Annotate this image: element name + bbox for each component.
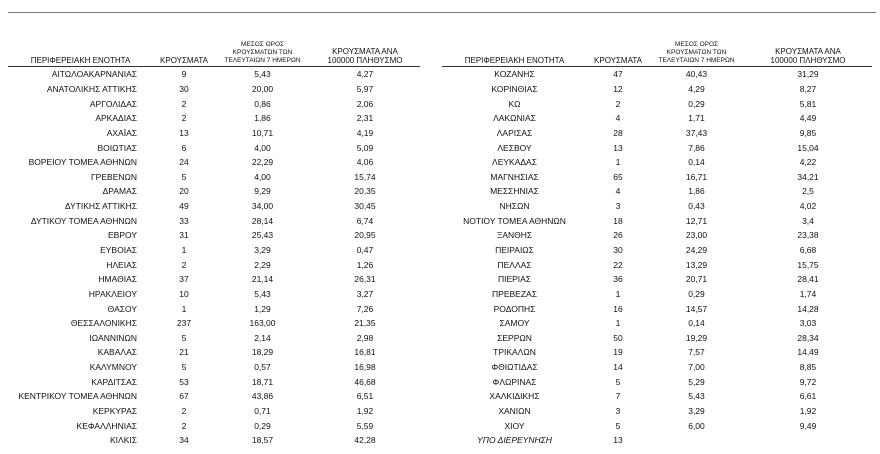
region-cell: ΑΙΤΩΛΟΑΚΑΡΝΑΝΙΑΣ	[51, 69, 137, 80]
per100k-cell: 4,27	[356, 69, 374, 80]
avg7-cell: 5,43	[254, 288, 271, 299]
per100k-cell: 20,35	[354, 186, 376, 197]
cases-cell: 1	[615, 157, 621, 168]
header-avg7-line3: ΤΕΛΕΥΤΑΙΩΝ 7 ΗΜΕΡΩΝ	[658, 57, 735, 64]
per100k-cell: 28,41	[797, 274, 819, 285]
per100k-cell: 2,5	[802, 186, 814, 197]
cases-cell: 18	[613, 215, 623, 226]
region-cell: ΧΙΟΥ	[504, 420, 525, 431]
header-row	[442, 30, 872, 67]
avg7-cell: 163,00	[249, 318, 276, 329]
cases-cell: 237	[176, 318, 192, 329]
per100k-cell: 21,35	[354, 318, 376, 329]
header-per100k-line1: ΚΡΟΥΣΜΑΤΑ ΑΝΑ	[332, 47, 398, 56]
cases-cell: 13	[179, 127, 189, 138]
per100k-cell: 2,31	[356, 113, 374, 124]
region-cell: ΜΕΣΣΗΝΙΑΣ	[490, 186, 539, 197]
region-cell: ΚΩ	[508, 98, 521, 109]
per100k-cell: 8,85	[799, 362, 817, 373]
table-row	[8, 316, 420, 331]
avg7-cell: 0,29	[688, 98, 705, 109]
table-row	[442, 126, 872, 141]
region-cell: ΠΕΛΛΑΣ	[497, 259, 532, 270]
per100k-cell: 26,31	[354, 274, 376, 285]
table-row	[442, 389, 872, 404]
region-cell: ΘΑΣΟΥ	[107, 303, 137, 314]
region-cell: ΞΑΝΘΗΣ	[496, 230, 533, 241]
region-cell: ΑΡΓΟΛΙΔΑΣ	[89, 98, 137, 109]
avg7-cell: 0,14	[688, 318, 705, 329]
region-cell: ΧΑΛΚΙΔΙΚΗΣ	[489, 391, 540, 402]
region-cell: ΗΡΑΚΛΕΙΟΥ	[88, 288, 137, 299]
avg7-cell: 3,29	[254, 245, 271, 255]
cases-cell: 1	[615, 318, 621, 329]
per100k-cell: 20,95	[354, 230, 376, 241]
region-cell: ΛΕΣΒΟΥ	[497, 142, 532, 153]
cases-cell: 4	[615, 186, 621, 197]
table-row	[442, 199, 872, 214]
per100k-cell: 9,49	[799, 420, 817, 431]
table-row	[8, 418, 420, 433]
region-cell: ΝΗΣΩΝ	[499, 201, 530, 212]
avg7-cell: 7,86	[688, 142, 705, 153]
table-row	[8, 433, 420, 448]
per100k-cell	[744, 433, 872, 448]
table-row	[8, 272, 420, 287]
avg7-cell: 1,71	[688, 113, 705, 124]
avg7-cell: 43,86	[251, 391, 274, 402]
table-row	[8, 345, 420, 360]
per100k-cell: 6,68	[799, 245, 817, 255]
region-cell: ΒΟΙΩΤΙΑΣ	[97, 142, 137, 153]
cases-cell: 21	[179, 347, 189, 358]
per100k-cell: 14,49	[797, 347, 819, 358]
right-table-section	[442, 30, 872, 448]
cases-cell: 2	[615, 98, 621, 109]
cases-cell: 5	[181, 332, 187, 343]
per100k-cell: 7,26	[356, 303, 374, 314]
region-cell: ΚΑΛΥΜΝΟΥ	[89, 362, 137, 373]
region-cell: ΚΕΝΤΡΙΚΟΥ ΤΟΜΕΑ ΑΘΗΝΩΝ	[18, 391, 137, 402]
avg7-cell: 37,43	[685, 127, 708, 138]
table-row	[442, 272, 872, 287]
region-cell: ΚΟΖΑΝΗΣ	[494, 69, 535, 80]
per100k-cell: 30,45	[354, 201, 376, 212]
header-row	[8, 30, 420, 67]
region-cell: ΚΙΛΚΙΣ	[110, 435, 137, 446]
table-row	[442, 374, 872, 389]
top-rule	[8, 12, 876, 13]
cases-cell: 31	[179, 230, 189, 241]
region-cell: ΠΡΕΒΕΖΑΣ	[492, 288, 537, 299]
avg7-cell: 20,71	[685, 274, 708, 285]
avg7-cell: 4,00	[254, 142, 271, 153]
cases-table-right	[442, 30, 872, 448]
region-cell: ΑΡΚΑΔΙΑΣ	[95, 113, 137, 124]
avg7-cell: 0,57	[254, 362, 271, 373]
per100k-cell: 1,26	[356, 259, 374, 270]
region-cell: ΧΑΝΙΩΝ	[498, 406, 531, 417]
cases-cell: 5	[615, 376, 621, 387]
per100k-cell: 46,68	[354, 376, 376, 387]
header-avg7	[215, 30, 310, 67]
avg7-cell: 0,29	[254, 420, 271, 431]
avg7-cell: 28,14	[251, 215, 274, 226]
avg7-cell: 2,14	[254, 332, 271, 343]
avg7-cell: 13,29	[685, 259, 708, 270]
table-row	[8, 169, 420, 184]
region-cell: ΑΝΑΤΟΛΙΚΗΣ ΑΤΤΙΚΗΣ	[46, 83, 137, 94]
cases-cell: 5	[615, 420, 621, 431]
header-per100k	[744, 30, 872, 67]
region-cell: ΚΑΡΔΙΤΣΑΣ	[91, 376, 137, 387]
table-row	[8, 228, 420, 243]
header-avg7-line1: ΜΕΣΟΣ ΟΡΟΣ	[240, 41, 285, 48]
region-cell: ΚΕΦΑΛΛΗΝΙΑΣ	[76, 420, 137, 431]
per100k-cell: 9,72	[799, 376, 817, 387]
header-per100k-line2: 100000 ΠΛΗΘΥΣΜΟ	[770, 56, 846, 65]
header-region: ΠΕΡΙΦΕΡΕΙΑΚΗ ΕΝΟΤΗΤΑ	[8, 30, 153, 67]
per100k-cell: 3,27	[356, 288, 374, 299]
avg7-cell: 22,29	[251, 157, 274, 168]
table-row	[442, 433, 872, 448]
region-cell: ΚΕΡΚΥΡΑΣ	[92, 406, 137, 417]
avg7-cell: 1,29	[254, 303, 271, 314]
table-row	[442, 82, 872, 97]
per100k-cell: 6,61	[799, 391, 817, 402]
per100k-cell: 2,98	[356, 332, 374, 343]
header-avg7	[649, 30, 744, 67]
header-avg7-line1: ΜΕΣΟΣ ΟΡΟΣ	[674, 41, 719, 48]
cases-cell: 20	[179, 186, 189, 197]
cases-cell: 13	[613, 142, 623, 153]
avg7-cell: 14,57	[685, 303, 708, 314]
table-row	[8, 404, 420, 419]
per100k-cell: 1,92	[356, 406, 374, 417]
cases-cell: 26	[613, 230, 623, 241]
cases-cell: 67	[179, 391, 189, 402]
per100k-cell: 15,75	[797, 259, 819, 270]
avg7-cell: 34,00	[251, 201, 274, 212]
table-row	[442, 301, 872, 316]
avg7-cell: 5,29	[688, 376, 705, 387]
table-row	[8, 126, 420, 141]
per100k-cell: 3,03	[799, 318, 817, 329]
avg7-cell: 5,43	[688, 391, 705, 402]
region-cell: ΔΥΤΙΚΗΣ ΑΤΤΙΚΗΣ	[64, 201, 137, 212]
avg7-cell: 21,14	[251, 274, 274, 285]
avg7-cell	[649, 433, 744, 448]
cases-cell: 3	[615, 406, 621, 417]
cases-cell: 2	[181, 406, 187, 417]
per100k-cell: 16,81	[354, 347, 376, 358]
region-cell: ΦΛΩΡΙΝΑΣ	[492, 376, 537, 387]
per100k-cell: 2,06	[356, 98, 374, 109]
table-row	[442, 184, 872, 199]
avg7-cell: 4,00	[254, 171, 271, 182]
per100k-cell: 14,28	[797, 303, 819, 314]
cases-cell: 14	[613, 362, 623, 373]
cases-cell: 1	[181, 245, 187, 255]
avg7-cell: 1,86	[688, 186, 705, 197]
cases-cell: 5	[181, 171, 187, 182]
table-row	[442, 345, 872, 360]
cases-cell: 10	[179, 288, 189, 299]
cases-cell: 16	[613, 303, 623, 314]
table-row	[442, 228, 872, 243]
cases-cell: 53	[179, 376, 189, 387]
per100k-cell: 16,98	[354, 362, 376, 373]
avg7-cell: 4,29	[688, 83, 705, 94]
cases-cell: 2	[181, 113, 187, 124]
per100k-cell: 5,81	[799, 98, 817, 109]
table-row	[8, 389, 420, 404]
cases-cell: 47	[613, 69, 623, 80]
cases-cell: 19	[613, 347, 623, 358]
cases-cell: 24	[179, 157, 189, 168]
table-row	[8, 199, 420, 214]
table-row	[442, 155, 872, 170]
table-row	[442, 169, 872, 184]
per100k-cell: 6,74	[356, 215, 374, 226]
per100k-cell: 9,85	[799, 127, 817, 138]
cases-cell: 6	[181, 142, 187, 153]
region-cell: ΠΙΕΡΙΑΣ	[497, 274, 532, 285]
header-cases: ΚΡΟΥΣΜΑΤΑ	[153, 30, 215, 67]
region-cell: ΔΡΑΜΑΣ	[102, 186, 137, 197]
region-cell: ΤΡΙΚΑΛΩΝ	[493, 347, 536, 358]
cases-cell: 37	[179, 274, 189, 285]
per100k-cell: 1,92	[799, 406, 817, 417]
table-row	[442, 360, 872, 375]
avg7-cell: 5,43	[254, 69, 271, 80]
avg7-cell: 7,00	[688, 362, 705, 373]
table-row	[442, 243, 872, 258]
cases-cell: 30	[613, 245, 623, 255]
table-row	[442, 331, 872, 346]
region-cell: ΙΩΑΝΝΙΝΩΝ	[89, 332, 137, 343]
cases-cell: 49	[179, 201, 189, 212]
table-row	[442, 418, 872, 433]
table-row	[8, 287, 420, 302]
table-row	[8, 111, 420, 126]
table-row	[8, 184, 420, 199]
avg7-cell: 20,00	[251, 83, 274, 94]
left-table-section	[8, 30, 420, 448]
per100k-cell: 31,29	[797, 69, 819, 80]
avg7-cell: 16,71	[685, 171, 708, 182]
per100k-cell: 23,38	[797, 230, 819, 241]
table-row	[8, 331, 420, 346]
per100k-cell: 5,09	[356, 142, 374, 153]
table-row	[442, 111, 872, 126]
table-row	[8, 155, 420, 170]
avg7-cell: 6,00	[688, 420, 705, 431]
region-cell: ΠΕΙΡΑΙΩΣ	[495, 245, 534, 255]
cases-cell: 1	[615, 288, 621, 299]
per100k-cell: 3,4	[802, 215, 814, 226]
region-cell: ΣΕΡΡΩΝ	[497, 332, 532, 343]
table-row	[442, 257, 872, 272]
cases-cell: 7	[615, 391, 621, 402]
per100k-cell: 5,59	[356, 420, 374, 431]
avg7-cell: 19,29	[685, 332, 708, 343]
table-row	[8, 213, 420, 228]
avg7-cell: 18,71	[251, 376, 274, 387]
per100k-cell: 4,22	[799, 157, 817, 168]
table-row	[8, 140, 420, 155]
table-row	[442, 287, 872, 302]
region-cell: ΓΡΕΒΕΝΩΝ	[91, 171, 137, 182]
cases-cell: 33	[179, 215, 189, 226]
region-cell: ΒΟΡΕΙΟΥ ΤΟΜΕΑ ΑΘΗΝΩΝ	[28, 157, 137, 168]
region-cell: ΜΑΓΝΗΣΙΑΣ	[490, 171, 539, 182]
avg7-cell: 23,00	[685, 230, 708, 241]
table-row	[8, 360, 420, 375]
header-avg7-line2: ΚΡΟΥΣΜΑΤΩΝ ΤΩΝ	[232, 49, 293, 56]
avg7-cell: 18,57	[251, 435, 274, 446]
region-cell: ΛΕΥΚΑΔΑΣ	[492, 157, 537, 168]
table-row	[442, 213, 872, 228]
avg7-cell: 0,43	[688, 201, 705, 212]
avg7-cell: 25,43	[251, 230, 274, 241]
avg7-cell: 10,71	[251, 127, 274, 138]
avg7-cell: 0,86	[254, 98, 271, 109]
per100k-cell: 8,27	[799, 83, 817, 94]
avg7-cell: 0,14	[688, 157, 705, 168]
table-row	[8, 257, 420, 272]
cases-cell: 36	[613, 274, 623, 285]
per100k-cell: 0,47	[356, 245, 374, 255]
region-cell: ΕΒΡΟΥ	[107, 230, 137, 241]
table-row	[442, 404, 872, 419]
region-cell: ΝΟΤΙΟΥ ΤΟΜΕΑ ΑΘΗΝΩΝ	[463, 215, 566, 226]
header-per100k	[310, 30, 420, 67]
region-cell: ΚΟΡΙΝΘΙΑΣ	[491, 83, 538, 94]
cases-cell: 65	[613, 171, 623, 182]
region-cell: ΦΘΙΩΤΙΔΑΣ	[491, 362, 538, 373]
region-cell: ΣΑΜΟΥ	[499, 318, 530, 329]
avg7-cell: 9,29	[254, 186, 271, 197]
per100k-cell: 15,04	[797, 142, 819, 153]
region-cell: ΥΠΟ ΔΙΕΡΕΥΝΗΣΗ	[477, 435, 552, 446]
per100k-cell: 1,74	[799, 288, 817, 299]
cases-cell: 28	[613, 127, 623, 138]
table-row	[8, 82, 420, 97]
avg7-cell: 18,29	[251, 347, 274, 358]
per100k-cell: 5,97	[356, 83, 374, 94]
per100k-cell: 4,02	[799, 201, 817, 212]
region-cell: ΕΥΒΟΙΑΣ	[100, 245, 137, 255]
table-row	[442, 316, 872, 331]
table-row	[8, 67, 420, 82]
cases-cell: 30	[179, 83, 189, 94]
per100k-cell: 4,06	[356, 157, 374, 168]
avg7-cell: 7,57	[688, 347, 705, 358]
avg7-cell: 24,29	[685, 245, 708, 255]
table-row	[8, 374, 420, 389]
table-row	[8, 301, 420, 316]
per100k-cell: 42,28	[354, 435, 376, 446]
cases-cell: 9	[181, 69, 187, 80]
per100k-cell: 15,74	[354, 171, 376, 182]
avg7-cell: 0,29	[688, 288, 705, 299]
table-row	[442, 67, 872, 82]
header-per100k-line2: 100000 ΠΛΗΘΥΣΜΟ	[327, 56, 403, 65]
header-region: ΠΕΡΙΦΕΡΕΙΑΚΗ ΕΝΟΤΗΤΑ	[442, 30, 587, 67]
cases-cell: 50	[613, 332, 623, 343]
avg7-cell: 3,29	[688, 406, 705, 417]
region-cell: ΘΕΣΣΑΛΟΝΙΚΗΣ	[70, 318, 137, 329]
avg7-cell: 0,71	[254, 406, 271, 417]
region-cell: ΑΧΑΪΑΣ	[106, 127, 137, 138]
region-cell: ΡΟΔΟΠΗΣ	[493, 303, 536, 314]
cases-cell: 22	[613, 259, 623, 270]
cases-cell: 2	[181, 259, 187, 270]
region-cell: ΚΑΒΑΛΑΣ	[97, 347, 137, 358]
region-cell: ΗΛΕΙΑΣ	[106, 259, 137, 270]
cases-cell: 5	[181, 362, 187, 373]
header-per100k-line1: ΚΡΟΥΣΜΑΤΑ ΑΝΑ	[775, 47, 841, 56]
cases-cell: 4	[615, 113, 621, 124]
cases-cell: 2	[181, 98, 187, 109]
region-cell: ΛΑΡΙΣΑΣ	[496, 127, 533, 138]
cases-cell: 3	[615, 201, 621, 212]
per100k-cell: 28,34	[797, 332, 819, 343]
table-row	[442, 96, 872, 111]
header-avg7-line3: ΤΕΛΕΥΤΑΙΩΝ 7 ΗΜΕΡΩΝ	[224, 57, 301, 64]
cases-table-left	[8, 30, 420, 448]
cases-cell: 12	[613, 83, 623, 94]
region-cell: ΛΑΚΩΝΙΑΣ	[493, 113, 536, 124]
per100k-cell: 6,51	[356, 391, 374, 402]
per100k-cell: 34,21	[797, 171, 819, 182]
table-row	[442, 140, 872, 155]
cases-cell: 2	[181, 420, 187, 431]
cases-cell: 13	[613, 435, 623, 446]
table-row	[8, 96, 420, 111]
region-cell: ΔΥΤΙΚΟΥ ΤΟΜΕΑ ΑΘΗΝΩΝ	[30, 215, 137, 226]
per100k-cell: 4,49	[799, 113, 817, 124]
table-row	[8, 243, 420, 258]
header-cases: ΚΡΟΥΣΜΑΤΑ	[587, 30, 649, 67]
per100k-cell: 4,19	[356, 127, 374, 138]
avg7-cell: 40,43	[685, 69, 708, 80]
header-avg7-line2: ΚΡΟΥΣΜΑΤΩΝ ΤΩΝ	[666, 49, 727, 56]
region-cell: ΗΜΑΘΙΑΣ	[98, 274, 137, 285]
avg7-cell: 2,29	[254, 259, 271, 270]
avg7-cell: 1,86	[254, 113, 271, 124]
cases-cell: 1	[181, 303, 187, 314]
cases-cell: 34	[179, 435, 189, 446]
avg7-cell: 12,71	[685, 215, 708, 226]
